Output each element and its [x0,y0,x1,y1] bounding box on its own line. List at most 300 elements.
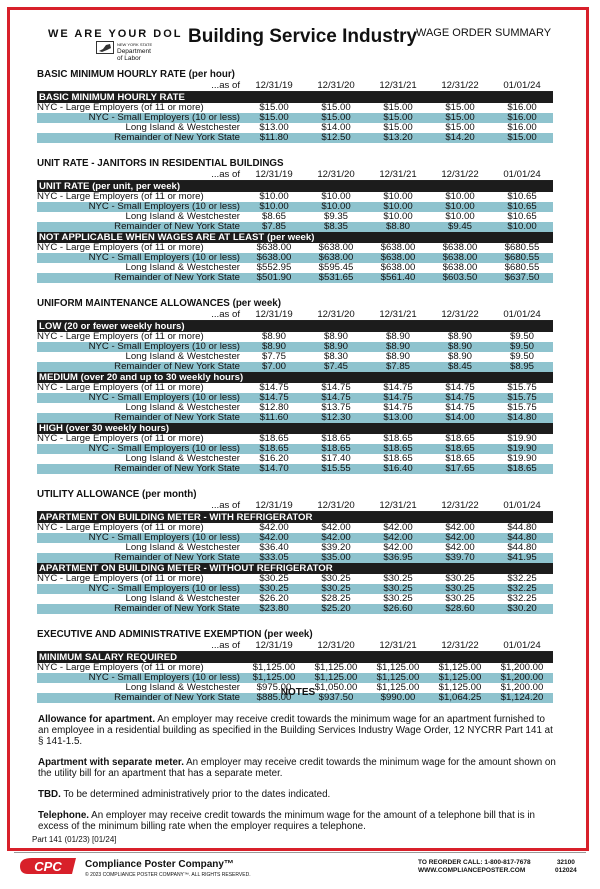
date-column-header: 01/01/24 [503,640,541,651]
rate-value: $18.65 [445,443,475,454]
rate-value: $18.65 [259,443,289,454]
rate-value: $15.00 [321,112,351,123]
rate-value: $41.95 [507,552,537,563]
rate-value: $1,200.00 [500,662,544,673]
section-gap [37,614,553,626]
rate-value: $30.25 [321,583,351,594]
cpc-logo-text: CPC [34,859,62,874]
rate-value: $15.00 [383,102,413,113]
rate-value: $18.65 [259,433,289,444]
rate-value: $13.75 [321,402,351,413]
rate-value: $14.75 [445,392,475,403]
group-heading [37,181,553,192]
dol-department [117,41,152,62]
ny-state-icon [96,41,114,54]
rate-value: $39.70 [445,552,475,563]
table-row [37,413,553,423]
rate-value: $14.00 [445,412,475,423]
section-title: BASIC MINIMUM HOURLY RATE (per hour) [37,69,235,80]
rate-value: $30.25 [383,573,413,584]
rate-value: $15.00 [383,112,413,123]
region-label: NYC - Small Employers (10 or less) [88,342,240,352]
as-of-label: ...as of [211,310,240,320]
region-label: Remainder of New York State [114,413,240,423]
rate-value: $30.25 [259,583,289,594]
rate-value: $14.75 [321,392,351,403]
rate-value: $8.90 [447,341,472,352]
rate-value: $15.75 [507,402,537,413]
date-header-row [37,310,553,321]
rate-value: $8.65 [261,211,286,222]
region-label: NYC - Small Employers (10 or less) [88,202,240,212]
notes-title: NOTES [280,687,316,698]
group-heading-label: MEDIUM (over 20 and up to 30 weekly hours) [39,372,244,383]
date-column-header: 12/31/20 [317,500,355,511]
date-header-row [37,501,553,512]
rate-value: $10.00 [383,211,413,222]
rate-value: $15.00 [383,122,413,133]
note-term: Apartment with separate meter. [38,757,184,768]
region-label: NYC - Large Employers (of 11 or more) [37,574,204,584]
rate-value: $15.00 [259,112,289,123]
rate-value: $10.00 [321,201,351,212]
table-row [37,523,553,533]
table-row [37,604,553,614]
table-row [37,113,553,123]
rate-value: $19.90 [507,443,537,454]
region-label: NYC - Large Employers (of 11 or more) [37,663,204,673]
rate-value: $14.75 [259,382,289,393]
rate-value: $1,200.00 [500,672,544,683]
rate-value: $32.25 [507,573,537,584]
rate-value: $18.65 [383,443,413,454]
region-label: Long Island & Westchester [125,212,240,222]
rate-value: $15.00 [507,132,537,143]
table-row [37,202,553,212]
region-label: Long Island & Westchester [125,263,240,273]
rate-value: $1,124.20 [500,692,544,703]
rate-value: $10.00 [383,201,413,212]
group-heading-label: APARTMENT ON BUILDING METER - WITH REFRIGERATOR [39,512,313,523]
region-label: NYC - Small Employers (10 or less) [88,533,240,543]
section-title: UNIFORM MAINTENANCE ALLOWANCES (per week) [37,298,282,309]
reorder-info [418,859,531,875]
rate-value: $14.75 [259,392,289,403]
section-gap [37,474,553,486]
date-column-header: 12/31/19 [255,640,293,651]
rate-value: $42.00 [321,522,351,533]
rate-value: $501.90 [256,272,292,283]
rate-value: $1,125.00 [314,662,358,673]
rate-value: $42.00 [321,532,351,543]
date-column-header: 12/31/22 [441,169,479,180]
table-row [37,584,553,594]
rate-value: $7.75 [261,351,286,362]
rate-value: $680.55 [504,242,540,253]
region-label: Remainder of New York State [114,222,240,232]
region-label: NYC - Small Employers (10 or less) [88,673,240,683]
rate-value: $26.60 [383,603,413,614]
region-label: NYC - Large Employers (of 11 or more) [37,192,204,202]
rate-value: $42.00 [383,532,413,543]
rate-value: $30.25 [383,593,413,604]
rate-value: $16.00 [507,122,537,133]
table-row [37,444,553,454]
region-label: Long Island & Westchester [125,683,240,693]
table-row [37,212,553,222]
rate-value: $30.25 [445,583,475,594]
table-row [37,454,553,464]
rate-value: $8.95 [509,361,534,372]
company-name: Compliance Poster Company™ [85,859,234,870]
rate-value: $1,050.00 [314,682,358,693]
table-row [37,403,553,413]
rate-value: $990.00 [380,692,416,703]
rate-value: $595.45 [318,262,354,273]
rate-value: $8.30 [323,351,348,362]
table-row [37,273,553,283]
date-column-header: 12/31/20 [317,80,355,91]
rate-value: $14.00 [321,122,351,133]
reorder-phone: TO REORDER CALL: 1-800-817-7678 [418,859,531,866]
region-label: NYC - Large Employers (of 11 or more) [37,243,204,253]
rate-value: $35.00 [321,552,351,563]
rate-value: $1,125.00 [376,672,420,683]
rate-value: $13.20 [383,132,413,143]
date-column-header: 12/31/19 [255,309,293,320]
rate-value: $10.00 [445,191,475,202]
date-column-header: 12/31/21 [379,80,417,91]
rate-value: $9.45 [447,221,472,232]
rate-value: $10.65 [507,201,537,212]
table-row [37,393,553,403]
rate-value: $10.65 [507,191,537,202]
note-item [38,757,558,779]
region-label: NYC - Small Employers (10 or less) [88,584,240,594]
group-heading-label: NOT APPLICABLE WHEN WAGES ARE AT LEAST (per week) [39,232,315,243]
rate-value: $9.50 [509,341,534,352]
table-row [37,553,553,563]
rate-value: $15.55 [321,463,351,474]
region-label: Long Island & Westchester [125,403,240,413]
rate-value: $8.90 [323,331,348,342]
rate-value: $15.75 [507,392,537,403]
region-label: Remainder of New York State [114,604,240,614]
poster-code-number: 32100 [556,859,575,866]
section-gap [37,283,553,295]
rate-value: $975.00 [256,682,292,693]
date-column-header: 12/31/21 [379,169,417,180]
rate-value: $13.00 [383,412,413,423]
rate-value: $8.90 [385,341,410,352]
as-of-label: ...as of [211,170,240,180]
rate-value: $32.25 [507,583,537,594]
region-label: NYC - Small Employers (10 or less) [88,113,240,123]
dol-logo-text: WE ARE YOUR DOL [48,28,183,40]
section-title: UTILITY ALLOWANCE (per month) [37,489,197,500]
rate-value: $42.00 [259,522,289,533]
date-column-header: 12/31/22 [441,309,479,320]
rate-value: $15.00 [321,102,351,113]
date-column-header: 12/31/19 [255,169,293,180]
note-term: Telephone. [38,810,89,821]
group-heading-label: HIGH (over 30 weekly hours) [39,423,170,434]
rate-value: $14.80 [507,412,537,423]
rate-value: $14.75 [383,382,413,393]
rate-value: $7.45 [323,361,348,372]
date-header-row [37,641,553,652]
table-row [37,574,553,584]
group-heading-label: LOW (20 or fewer weekly hours) [39,321,185,332]
as-of-label: ...as of [211,641,240,651]
rate-value: $17.65 [445,463,475,474]
rate-value: $30.25 [321,573,351,584]
rate-value: $9.50 [509,351,534,362]
rate-value: $1,125.00 [376,682,420,693]
rate-value: $13.00 [259,122,289,133]
rate-value: $44.80 [507,532,537,543]
rate-value: $1,125.00 [438,672,482,683]
rate-value: $10.00 [321,191,351,202]
rate-value: $15.00 [445,112,475,123]
table-row [37,434,553,444]
rate-value: $11.80 [259,132,289,143]
rate-value: $15.00 [445,102,475,113]
table-row [37,383,553,393]
region-label: Long Island & Westchester [125,454,240,464]
rate-value: $10.65 [507,211,537,222]
table-row [37,103,553,113]
date-column-header: 12/31/22 [441,500,479,511]
rate-value: $12.80 [259,402,289,413]
rate-value: $42.00 [383,522,413,533]
group-heading [37,92,553,103]
region-label: Remainder of New York State [114,464,240,474]
rate-value: $561.40 [380,272,416,283]
group-heading [37,563,553,574]
date-column-header: 12/31/20 [317,309,355,320]
rate-value: $18.65 [383,453,413,464]
group-heading-label: APARTMENT ON BUILDING METER - WITHOUT REFRIGERATOR [39,563,333,574]
rate-value: $17.40 [321,453,351,464]
note-text: To be determined administratively prior to the dates indicated. [60,789,331,800]
region-label: Long Island & Westchester [125,123,240,133]
notes-list [38,714,558,832]
poster-header [38,26,558,62]
rate-value: $16.00 [507,102,537,113]
rate-value: $14.70 [259,463,289,474]
table-row [37,342,553,352]
region-label: Remainder of New York State [114,362,240,372]
dol-dept-line2: of Labor [117,55,141,62]
rate-value: $9.35 [323,211,348,222]
note-term: TBD. [38,789,61,800]
rate-value: $18.65 [321,443,351,454]
rate-value: $885.00 [256,692,292,703]
rate-value: $8.80 [385,221,410,232]
rate-value: $15.00 [259,102,289,113]
rate-value: $42.00 [445,542,475,553]
rate-value: $7.85 [261,221,286,232]
rate-value: $18.65 [383,433,413,444]
rate-value: $14.75 [445,382,475,393]
rate-value: $9.50 [509,331,534,342]
rate-value: $39.20 [321,542,351,553]
group-heading [37,423,553,434]
region-label: NYC - Large Employers (of 11 or more) [37,332,204,342]
rate-value: $8.90 [385,331,410,342]
table-row [37,352,553,362]
rate-value: $638.00 [442,242,478,253]
rate-value: $680.55 [504,252,540,263]
region-label: Long Island & Westchester [125,543,240,553]
rate-value: $19.90 [507,453,537,464]
section-title: EXECUTIVE AND ADMINISTRATIVE EXEMPTION (per week) [37,629,313,640]
region-label: Long Island & Westchester [125,352,240,362]
rate-value: $10.00 [259,191,289,202]
date-header-row [37,81,553,92]
rate-value: $8.90 [323,341,348,352]
rate-value: $16.00 [507,112,537,123]
rate-value: $30.25 [259,573,289,584]
section-gap [37,143,553,155]
table-row [37,123,553,133]
rate-value: $18.65 [445,433,475,444]
rate-value: $30.25 [445,593,475,604]
reorder-website: WWW.COMPLIANCEPOSTER.COM [418,867,526,874]
note-text: An employer may receive credit towards the minimum wage for the amount of a telephone bill that is in excess of the minimum billing rate when the employer requires a telephone. [38,810,535,832]
note-text: An employer may receive credit towards the minimum wage for the amount shown on the utility bill for an apartment that has a separate meter. [38,757,556,779]
table-row [37,594,553,604]
rate-value: $10.00 [507,221,537,232]
rate-value: $28.25 [321,593,351,604]
rate-value: $531.65 [318,272,354,283]
rate-value: $8.90 [385,351,410,362]
rate-value: $638.00 [442,252,478,263]
rate-value: $42.00 [259,532,289,543]
rate-value: $28.60 [445,603,475,614]
date-header-row [37,170,553,181]
rate-value: $638.00 [380,252,416,263]
notes-section [38,687,558,842]
rate-value: $552.95 [256,262,292,273]
rate-value: $14.20 [445,132,475,143]
dol-dept-line1: Department [117,48,151,55]
region-label: NYC - Small Employers (10 or less) [88,444,240,454]
rate-value: $1,200.00 [500,682,544,693]
rate-value: $637.50 [504,272,540,283]
as-of-label: ...as of [211,81,240,91]
table-row [37,332,553,342]
table-row [37,133,553,143]
rate-value: $16.20 [259,453,289,464]
rate-value: $14.75 [383,392,413,403]
rate-value: $1,064.25 [438,692,482,703]
note-text: An employer may receive credit towards the minimum wage for an apartment furnished to an employee in a residential building as specified in the Building Services Industry Wage Order, 12 NYCRR Part 141 at § 141-1.5. [38,714,553,747]
cpc-logo-icon [18,857,78,875]
wage-tables [37,66,553,703]
rate-value: $638.00 [380,262,416,273]
rate-value: $680.55 [504,262,540,273]
region-label: NYC - Large Employers (of 11 or more) [37,434,204,444]
part-number: Part 141 (01/23) [01/24] [32,835,117,844]
region-label: Remainder of New York State [114,273,240,283]
group-heading-label: BASIC MINIMUM HOURLY RATE [39,92,185,103]
rate-value: $12.50 [321,132,351,143]
rate-value: $11.60 [259,412,289,423]
rate-value: $1,125.00 [438,682,482,693]
poster-code [555,859,577,875]
dol-state-name: NEW YORK STATE [117,42,153,47]
rate-value: $937.50 [318,692,354,703]
rate-value: $7.85 [385,361,410,372]
rate-value: $8.90 [261,341,286,352]
page-title: Building Service Industry [188,26,418,47]
region-label: Remainder of New York State [114,133,240,143]
region-label: NYC - Small Employers (10 or less) [88,393,240,403]
date-column-header: 01/01/24 [503,500,541,511]
rate-value: $1,125.00 [252,662,296,673]
rate-value: $18.65 [321,433,351,444]
note-item [38,810,558,832]
region-label: NYC - Large Employers (of 11 or more) [37,103,204,113]
rate-value: $14.75 [383,402,413,413]
group-heading [37,512,553,523]
rate-value: $23.80 [259,603,289,614]
rate-value: $15.75 [507,382,537,393]
date-column-header: 12/31/19 [255,500,293,511]
rate-value: $44.80 [507,542,537,553]
region-label: NYC - Small Employers (10 or less) [88,253,240,263]
page-subtitle: WAGE ORDER SUMMARY [416,27,552,39]
table-row [37,192,553,202]
rate-value: $42.00 [383,542,413,553]
rate-value: $14.75 [321,382,351,393]
rate-value: $36.40 [259,542,289,553]
rate-value: $16.40 [383,463,413,474]
date-column-header: 12/31/20 [317,169,355,180]
section-title: UNIT RATE - JANITORS IN RESIDENTIAL BUILDINGS [37,158,284,169]
rate-value: $30.25 [445,573,475,584]
region-label: NYC - Large Employers (of 11 or more) [37,523,204,533]
rate-value: $10.00 [383,191,413,202]
rate-value: $638.00 [380,242,416,253]
rate-value: $8.45 [447,361,472,372]
date-column-header: 12/31/21 [379,640,417,651]
rate-value: $42.00 [445,532,475,543]
rate-value: $42.00 [445,522,475,533]
table-row [37,533,553,543]
rate-value: $638.00 [256,242,292,253]
rate-value: $12.30 [321,412,351,423]
rate-value: $14.75 [445,402,475,413]
rate-value: $638.00 [442,262,478,273]
rate-value: $30.20 [507,603,537,614]
rate-value: $603.50 [442,272,478,283]
rate-value: $33.05 [259,552,289,563]
table-row [37,222,553,232]
date-column-header: 12/31/22 [441,640,479,651]
date-column-header: 01/01/24 [503,169,541,180]
rate-value: $10.00 [445,201,475,212]
rate-value: $8.35 [323,221,348,232]
rate-value: $7.00 [261,361,286,372]
rate-value: $1,125.00 [252,672,296,683]
rate-value: $1,125.00 [314,672,358,683]
group-heading-label: MINIMUM SALARY REQUIRED [39,652,178,663]
rate-value: $36.95 [383,552,413,563]
date-column-header: 12/31/21 [379,309,417,320]
